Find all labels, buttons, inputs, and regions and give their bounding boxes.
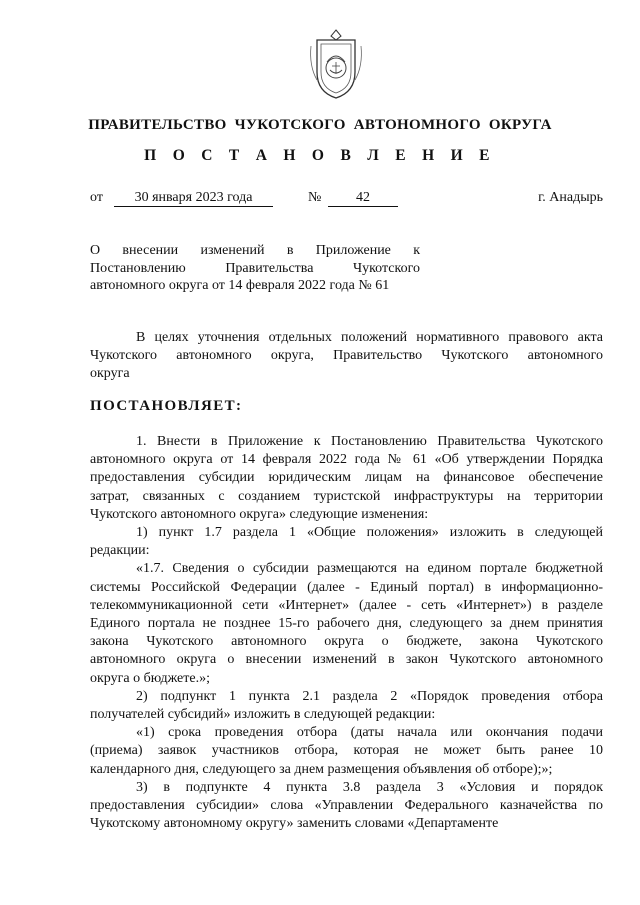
body-line: автономного округа о внесении изменений в закон Чукотского автономного bbox=[90, 652, 603, 668]
subject-line: Постановлению Правительства Чукотского bbox=[90, 260, 420, 276]
body-line: затрат, связанных с созданием туристской инфраструктуры на территории bbox=[90, 488, 603, 504]
city-name: г. Анадырь bbox=[538, 190, 603, 205]
number-label: № bbox=[308, 190, 322, 205]
body-line: телекоммуникационной сети «Интернет» (далее - сеть «Интернет») в разделе bbox=[90, 597, 603, 613]
body-line: системы Российской Федерации (далее - Единый портал) в информационно- bbox=[90, 579, 603, 595]
resolves-heading: ПОСТАНОВЛЯЕТ: bbox=[90, 398, 243, 414]
preamble bbox=[90, 329, 603, 384]
document-type-title: П О С Т А Н О В Л Е Н И Е bbox=[144, 147, 496, 164]
body-line: округа о бюджете.»; bbox=[90, 670, 210, 686]
main-body bbox=[90, 433, 603, 833]
body-line: получателей субсидий» изложить в следующей редакции: bbox=[90, 707, 436, 723]
body-line: Единого портала не позднее 15-го рабочего дня, следующего за днем принятия bbox=[90, 616, 603, 632]
body-line: предоставления субсидии» слова «Управлении Федерального казначейства по bbox=[90, 798, 603, 814]
body-line: Чукотскому автономному округу» заменить словами «Департаменте bbox=[90, 816, 499, 832]
from-label: от bbox=[90, 190, 103, 205]
body-line: автономного округа от 14 февраля 2022 года № 61 «Об утверждении Порядка bbox=[90, 452, 603, 468]
body-line: 2) подпункт 1 пункта 2.1 раздела 2 «Порядок проведения отбора bbox=[136, 688, 603, 704]
subject-line: О внесении изменений в Приложение к bbox=[90, 243, 420, 258]
coat-of-arms-icon bbox=[305, 26, 367, 102]
document-subject bbox=[90, 242, 420, 295]
body-line: календарного дня, следующего за днем размещения объявления об отборе);»; bbox=[90, 761, 553, 777]
body-line: редакции: bbox=[90, 543, 150, 559]
document-date: 30 января 2023 года bbox=[114, 190, 273, 207]
document-meta-row bbox=[90, 190, 603, 210]
body-line: «1.7. Сведения о субсидии размещаются на едином портале бюджетной bbox=[136, 561, 603, 577]
body-line: предоставления субсидии юридическим лицам на финансовое обеспечение bbox=[90, 470, 603, 486]
document-number: 42 bbox=[328, 190, 398, 207]
body-line: 3) в подпункте 4 пункта 3.8 раздела 3 «Условия и порядок bbox=[136, 779, 603, 795]
preamble-line: В целях уточнения отдельных положений нормативного правового акта bbox=[136, 330, 603, 345]
subject-line: автономного округа от 14 февраля 2022 года № 61 bbox=[90, 278, 390, 293]
body-line: 1. Внести в Приложение к Постановлению Правительства Чукотского bbox=[136, 434, 603, 449]
body-line: «1) срока проведения отбора (даты начала или окончания подачи bbox=[136, 725, 603, 741]
body-line: 1) пункт 1.7 раздела 1 «Общие положения» изложить в следующей bbox=[136, 525, 603, 541]
body-line: (приема) заявок участников отбора, которая не может быть ранее 10 bbox=[90, 743, 603, 759]
body-line: Чукотского автономного округа» следующие изменения: bbox=[90, 506, 429, 522]
government-title: ПРАВИТЕЛЬСТВО ЧУКОТСКОГО АВТОНОМНОГО ОКРУГА bbox=[88, 117, 552, 133]
preamble-line: Чукотского автономного округа, Правительство Чукотского автономного bbox=[90, 348, 603, 364]
body-line: закона Чукотского автономного округа о бюджете, закона Чукотского bbox=[90, 634, 603, 650]
preamble-line: округа bbox=[90, 366, 130, 382]
